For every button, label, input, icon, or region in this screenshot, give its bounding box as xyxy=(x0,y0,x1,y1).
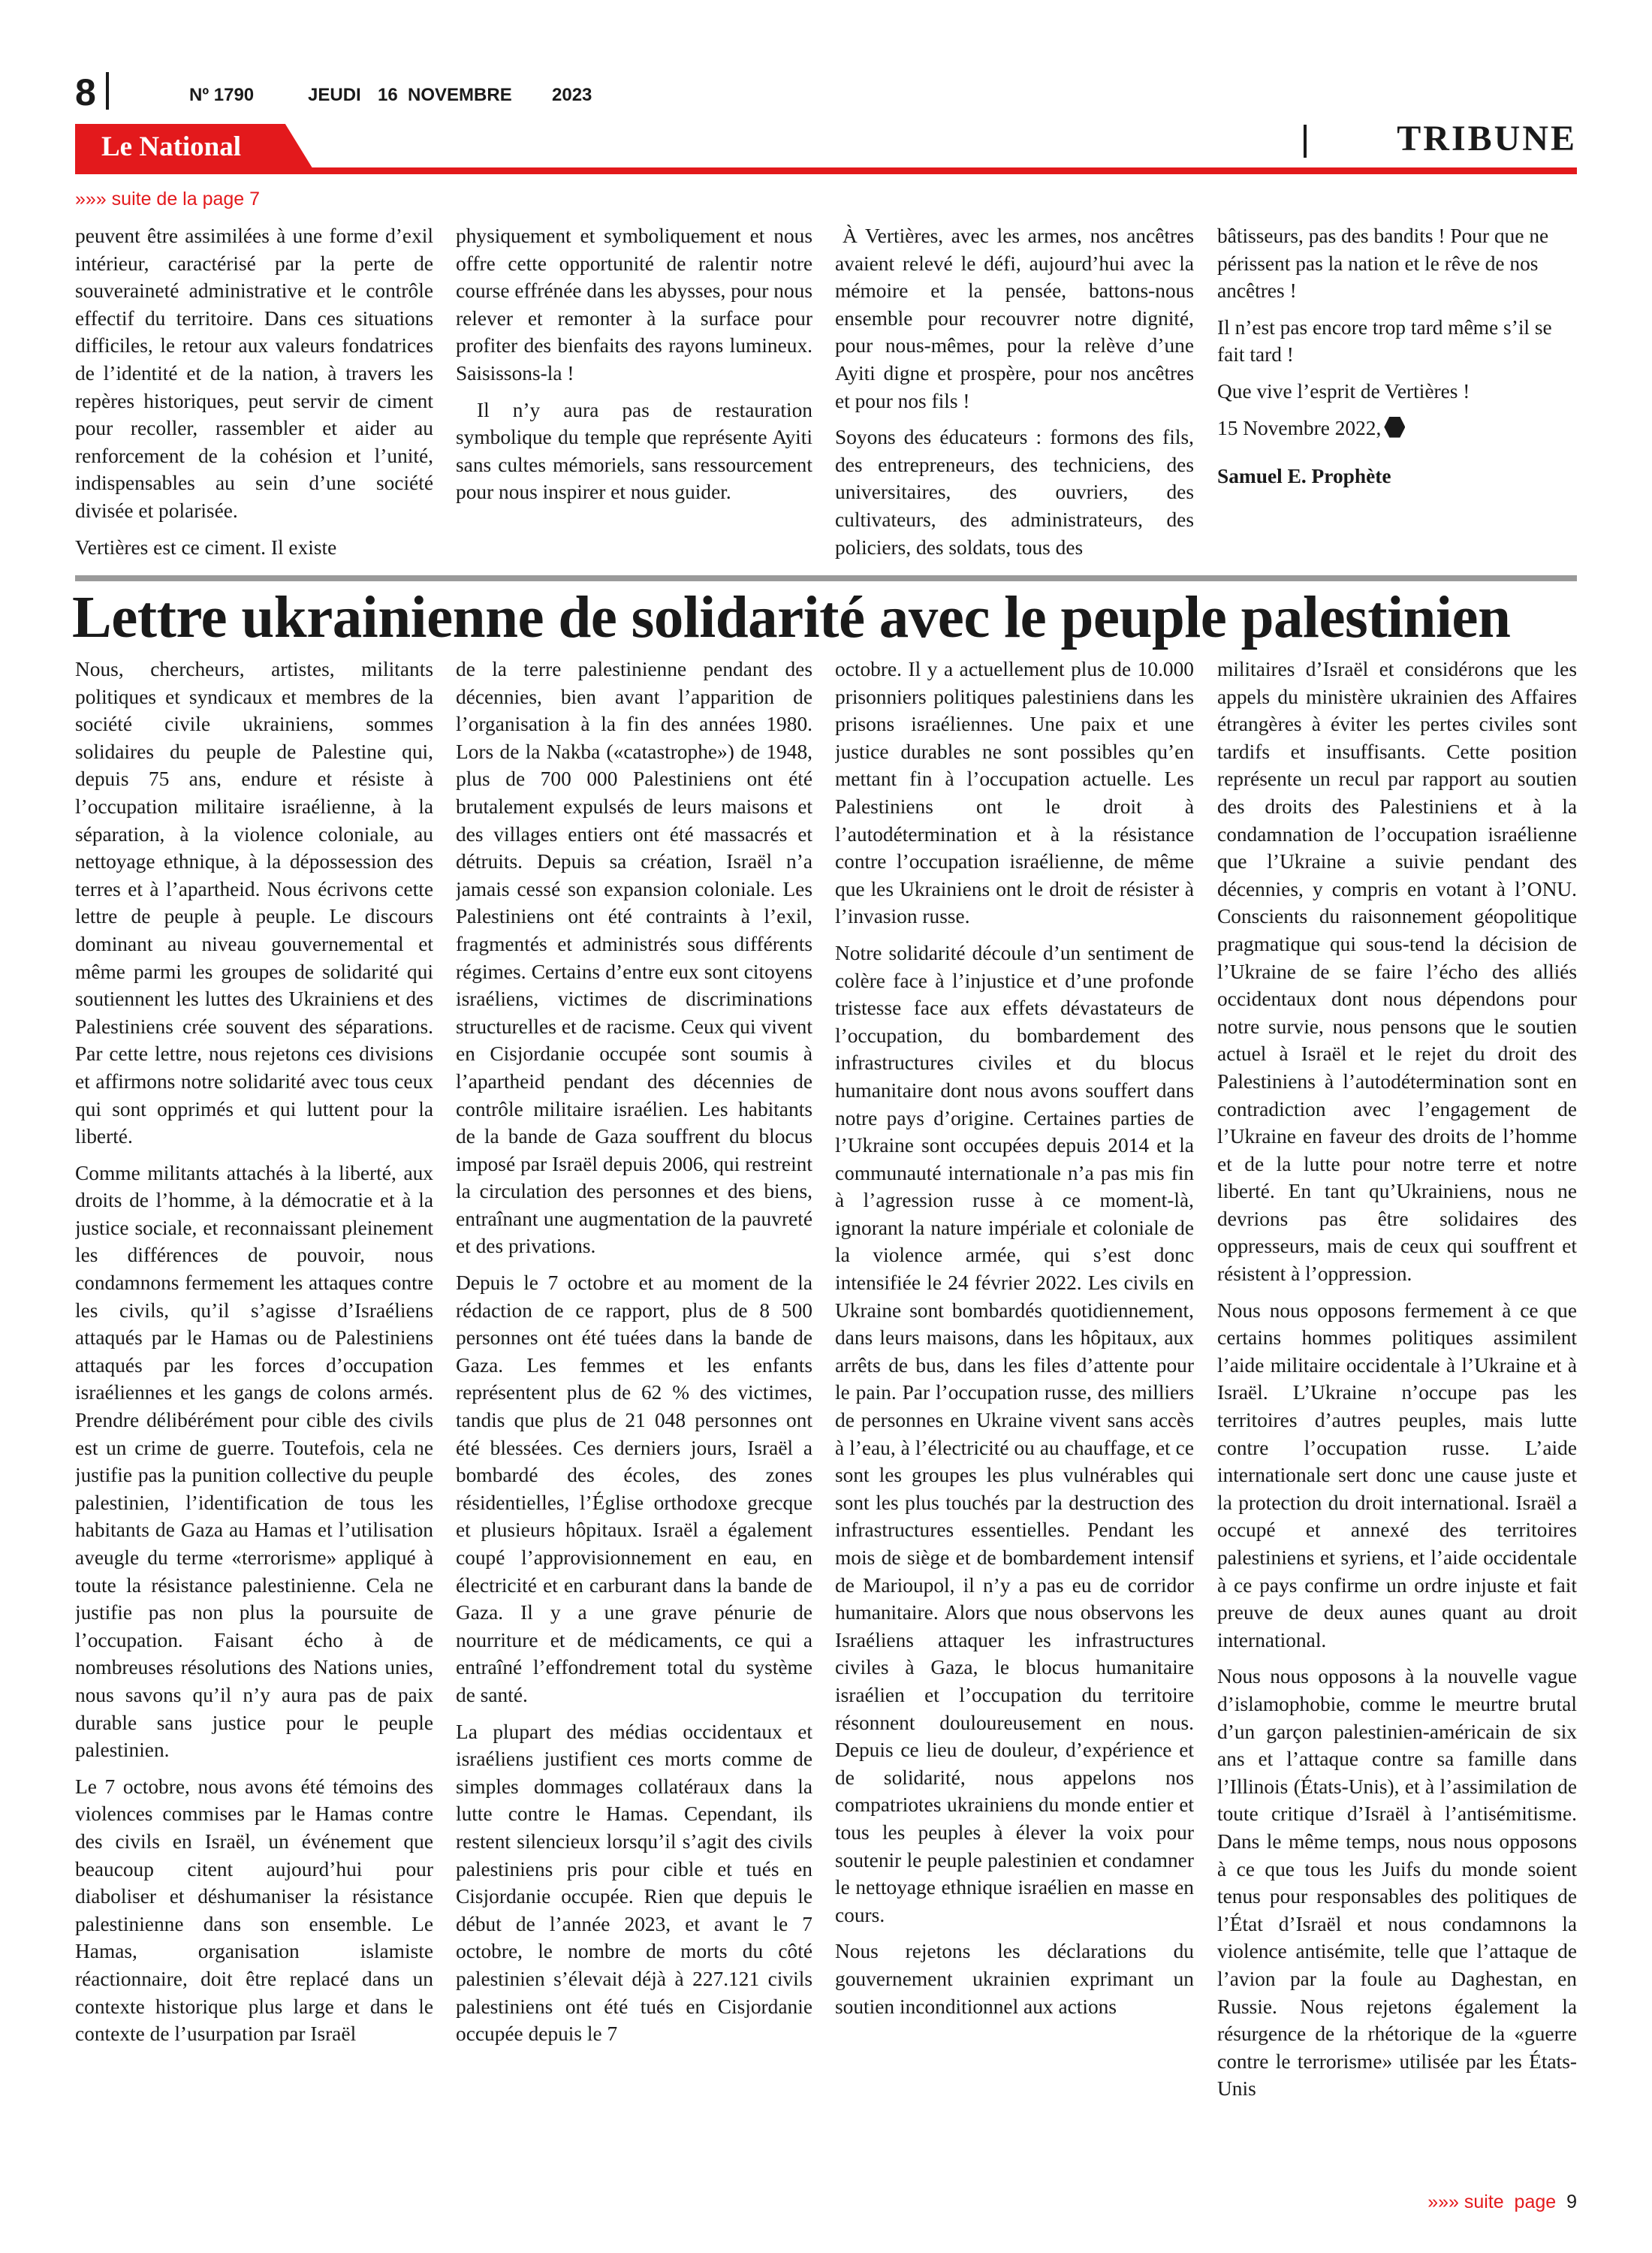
paragraph: Que vive l’esprit de Vertières ! xyxy=(1217,379,1470,403)
article-column-3 xyxy=(835,656,1194,2158)
paragraph: À Vertières, avec les armes, nos ancêtres avaient relevé le défi, aujourd’hui avec la mémoire et la pensée, battons-nous ensemble pour recouvrer notre dignité, pour nous-mêmes, pour la relève d’une Ayiti digne et prospère, pour nos ancêtres et pour nos fils ! xyxy=(835,225,1194,412)
issue-date: 16 NOVEMBRE xyxy=(378,85,512,105)
previous-article-column-4 xyxy=(1217,222,1577,565)
paragraph: Nous nous opposons à la nouvelle vague d’islamophobie, comme le meurtre brutal d’un garçon palestinien-américain de six ans et l’attaque contre sa famille dans l’Illinois (États-Unis), et à l’assimilation de toute critique d’Israël à l’antisémitisme. Dans le même temps, nous nous opposons à ce que tous les Juifs du monde soient tenus pour responsables des politiques de l’État d’Israël et nous condamnons la violence antisémite, telle que l’attaque de l’avion par la foule au Daghestan, en Russie. Nous rejetons également la résurgence de la rhétorique de la «guerre contre le terrorisme» utilisée par les États-Unis xyxy=(1217,1665,1577,2101)
section-title: TRIBUNE xyxy=(1397,119,1577,158)
article-column-1 xyxy=(75,656,433,2158)
paragraph: Il n’y aura pas de restauration symbolique du temple que représente Ayiti sans cultes mémoriels, sans ressourcement pour nous inspirer et nous guider. xyxy=(456,398,812,504)
issue-year: 2023 xyxy=(552,85,592,105)
paragraph: peuvent être assimilées à une forme d’exil intérieur, caractérisé par la perte de souveraineté administrative et le contrôle effectif du territoire. Dans ces situations difficiles, le retour aux valeurs fondatrices de l’identité et de la nation, à travers les repères historiques, peut servir de ciment pour recoller, rassembler et aider au renforcement de la cohésion et l’unité, indispensables au sein d’une société divisée et polarisée. xyxy=(75,225,433,522)
paragraph: Nous, chercheurs, artistes, militants politiques et syndicaux et membres de la société civile ukrainiens, sommes solidaires du peuple de Palestine qui, depuis 75 ans, endure et résiste à l’occupation militaire israélienne, à la séparation, à la violence coloniale, au nettoyage ethnique, à la dépossession des terres et à l’apartheid. Nous écrivons cette lettre de peuple à peuple. Le discours dominant au niveau gouvernemental et même parmi les groupes de solidarité qui soutiennent les luttes des Ukrainiens et des Palestiniens crée souvent des séparations. Par cette lettre, nous rejetons ces divisions et affirmons notre solidarité avec tous ceux qui sont opprimés et qui luttent pour la liberté. xyxy=(75,658,433,1148)
continued-on xyxy=(1417,2174,1577,2212)
paragraph: Depuis le 7 octobre et au moment de la rédaction de ce rapport, plus de 8 500 personnes ont été tuées dans la bande de Gaza. Les femmes et les enfants représentent plus de 62 % des victimes, tandis que plus de 21 048 personnes ont été blessées. Ces derniers jours, Israël a bombardé des écoles, des zones résidentielles, l’Église orthodoxe grecque et plusieurs hôpitaux. Israël a également coupé l’approvisionnement en eau, en électricité et en carburant dans la bande de Gaza. Il y a une grave pénurie de nourriture et de médicaments, ce qui a entraîné l’effondrement total du système de santé. xyxy=(456,1271,812,1706)
paragraph: Vertières est ce ciment. Il existe xyxy=(75,535,337,559)
page-number-divider xyxy=(106,72,109,110)
dateline-text: 15 Novembre 2022, xyxy=(1217,416,1382,439)
paragraph: physiquement et symboliquement et nous offre cette opportunité de ralentir notre course effrénée dans les abysses, pour nous relever et remonter à la surface pour profiter des bienfaits des rayons lumineux. Saisissons-la ! xyxy=(456,225,812,385)
article-headline: Lettre ukrainienne de solidarité avec le peuple palestinien xyxy=(72,585,1511,650)
paragraph: Notre solidarité découle d’un sentiment de colère face à l’injustice et d’une profonde tristesse face aux effets dévastateurs de l’occupation, du bombardement des infrastructures civiles et du blocus humanitaire dont nous avons souffert dans notre pays d’origine. Certaines parties de l’Ukraine sont occupées depuis 2014 et la communauté internationale n’a pas mis fin à l’agression russe à ce moment-là, ignorant la nature impériale et coloniale de la violence armée, qui s’est donc intensifiée le 24 février 2022. Les civils en Ukraine sont bombardés quotidiennement, dans leurs maisons, dans les hôpitaux, aux arrêts de bus, dans les files d’attente pour le pain. Par l’occupation russe, des milliers de personnes en Ukraine vivent sans accès à l’eau, à l’électricité ou au chauffage, et ce sont les groupes les plus vulnérables qui sont les plus touchés par la destruction des infrastructures essentielles. Pendant les mois de siège et de bombardement intensif de Marioupol, il n’y a pas eu de corridor humanitaire. Alors que nous observons les Israéliens attaquer les infrastructures civiles à Gaza, le blocus humanitaire israélien et l’occupation du territoire résonnent douloureusement en nous. Depuis ce lieu de douleur, d’expérience et de solidarité, nous appelons nos compatriotes ukrainiens du monde entier et tous les peuples à élever la voix pour soutenir le peuple palestinien et condamner le nettoyage ethnique israélien en masse en cours. xyxy=(835,941,1194,1926)
end-of-article-icon xyxy=(1384,417,1405,438)
paragraph: Nous rejetons les déclarations du gouvernement ukrainien exprimant un soutien inconditionnel aux actions xyxy=(835,1940,1194,2018)
masthead-logo: Le National xyxy=(101,131,242,162)
author-signature: Samuel E. Prophète xyxy=(1217,465,1391,488)
jump-marker: »»» xyxy=(1427,2191,1459,2212)
weekday: JEUDI xyxy=(308,85,361,105)
previous-article-column-1 xyxy=(75,222,433,565)
paragraph: Soyons des éducateurs : formons des fils, des entrepreneurs, des techniciens, des universitaires, des ouvriers, des cultivateurs, des administrateurs, des policiers, des soldats, tous des xyxy=(835,426,1194,559)
paragraph: Le 7 octobre, nous avons été témoins des violences commises par le Hamas contre des civils en Israël, un événement que beaucoup citent aujourd’hui pour diaboliser et déshumaniser la résistance palestinienne dans son ensemble. Le Hamas, organisation islamiste réactionnaire, doit être replacé dans un contexte historique plus large et dans le contexte de l’usurpation par Israël xyxy=(75,1775,433,2046)
paragraph: Comme militants attachés à la liberté, aux droits de l’homme, à la démocratie et à la justice sociale, et reconnaissant pleinement les différences de pouvoir, nous condamnons fermement les attaques contre les civils, qu’il s’agisse d’Israéliens attaqués par le Hamas ou de Palestiniens attaqués par les forces d’occupation israéliennes et les gangs de colons armés. Prendre délibérément pour cible des civils est un crime de guerre. Toutefois, cela ne justifie pas la punition collective du peuple palestinien, l’identification de tous les habitants de Gaza au Hamas et l’utilisation aveugle du terme «terrorisme» appliqué à toute la résistance palestinienne. Cela ne justifie pas non plus la poursuite de l’occupation. Faisant écho à de nombreuses résolutions des Nations unies, nous savons qu’il n’y aura pas de paix durable sans justice pour le peuple palestinien. xyxy=(75,1161,433,1762)
dateline xyxy=(1217,415,1577,442)
article-column-4 xyxy=(1217,656,1577,2158)
previous-article-column-2 xyxy=(456,222,812,565)
article-column-2 xyxy=(456,656,812,2158)
paragraph: La plupart des médias occidentaux et israéliens justifient ces morts comme de simples dommages collatéraux dans la lutte contre le Hamas. Cependant, ils restent silencieux lorsqu’il s’agit des civils palestiniens pris pour cible et tués en Cisjordanie occupée. Rien que depuis le début de l’année 2023, et avant le 7 octobre, le nombre de morts du côté palestinien s’élevait déjà à 227.121 civils palestiniens ont été tués en Cisjordanie occupée depuis le 7 xyxy=(456,1720,812,2046)
continued-on-text: suite page xyxy=(1464,2191,1557,2212)
issue-number: Nº 1790 xyxy=(189,85,255,105)
paragraph: bâtisseurs, pas des bandits ! Pour que ne périssent pas la nation et le rêve de nos ancêtres ! xyxy=(1217,225,1549,303)
previous-article-column-3 xyxy=(835,222,1194,565)
continued-from-text: suite de la page 7 xyxy=(111,189,261,210)
page-number: 8 xyxy=(75,71,96,113)
paragraph: Nous nous opposons fermement à ce que certains hommes politiques assimilent l’aide militaire occidentale à l’Ukraine et à Israël. L’Ukraine n’occupe pas les territoires d’autres peuples, mais lutte contre l’occupation russe. L’aide internationale sert donc une cause juste et la protection du droit international. Israël a occupé et annexé des territoires palestiniens et syriens, et l’aide occidentale à ce pays confirme un ordre injuste et fait preuve de deux aunes quant au droit international. xyxy=(1217,1298,1577,1651)
paragraph: de la terre palestinienne pendant des décennies, bien avant l’apparition de l’organisation à la fin des années 1980. Lors de la Nakba («catastrophe») de 1948, plus de 700 000 Palestiniens ont été brutalement expulsés de leurs maisons et des villages entiers ont été massacrés et détruits. Depuis sa création, Israël n’a jamais cessé son expansion coloniale. Les Palestiniens ont été contraints à l’exil, fragmentés et administrés sous différents régimes. Certains d’entre eux sont citoyens israéliens, victimes de discriminations structurelles et de racisme. Ceux qui vivent en Cisjordanie occupée sont soumis à l’apartheid pendant des décennies de contrôle militaire israélien. Les habitants de la bande de Gaza souffrent du blocus imposé par Israël depuis 2006, qui restreint la circulation des personnes et des biens, entraînant une augmentation de la pauvreté et des privations. xyxy=(456,658,812,1258)
article-divider xyxy=(75,575,1577,581)
paragraph: octobre. Il y a actuellement plus de 10.000 prisonniers politiques palestiniens dans les prisons israéliennes. Une paix et une justice durables ne sont possibles qu’en mettant fin à l’occupation actuelle. Les Palestiniens ont le droit à l’autodétermination et à la résistance contre l’occupation israélienne, de même que les Ukrainiens ont le droit de résister à l’invasion russe. xyxy=(835,658,1194,928)
paragraph: Il n’est pas encore trop tard même s’il se fait tard ! xyxy=(1217,315,1552,366)
header-rule xyxy=(75,167,1577,174)
continued-on-page: 9 xyxy=(1566,2191,1577,2212)
continued-from xyxy=(75,190,260,209)
section-divider xyxy=(1304,125,1307,158)
jump-marker: »»» xyxy=(75,189,107,210)
paragraph: militaires d’Israël et considérons que les appels du ministère ukrainien des Affaires étrangères à éviter les pertes civiles sont tardifs et insuffisants. Cette position représente un recul par rapport au soutien des droits des Palestiniens et à la condamnation de l’occupation israélienne que l’Ukraine a suivie pendant des décennies, y compris en votant à l’ONU. Conscients du raisonnement géopolitique pragmatique qui sous-tend la décision de l’Ukraine de se faire l’écho des alliés occidentaux dont nous dépendons pour notre survie, nous pensons que le soutien actuel à Israël et le rejet du droit des Palestiniens à l’autodétermination sont en contradiction avec l’engagement de l’Ukraine en faveur des droits de l’homme et de la lutte pour notre terre et notre liberté. En tant qu’Ukrainiens, nous ne devrions pas être solidaires des oppresseurs, mais de ceux qui souffrent et résistent à l’oppression. xyxy=(1217,658,1577,1286)
